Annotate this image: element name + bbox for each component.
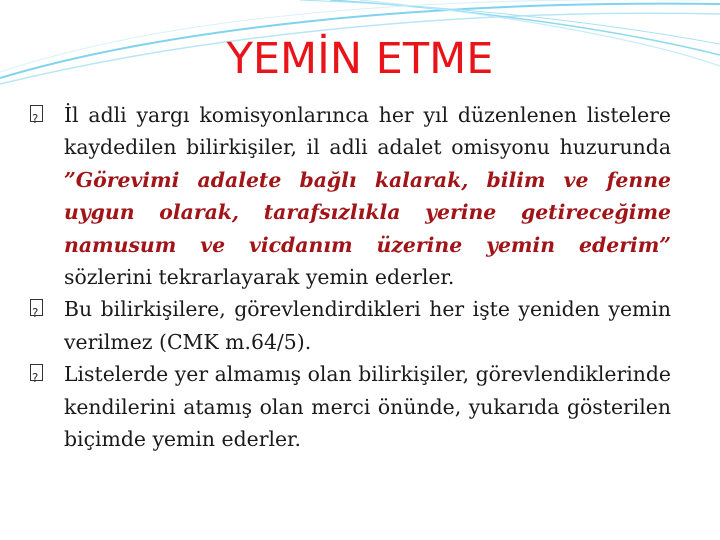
paragraph-1-text: İl adli yargı komisyonlarınca her yıl düzenlenen listelere kaydedilen bilirkişiler, il adli adalet omisyonu huzurunda [64,103,671,160]
slide-body [30,99,671,455]
paragraph-1-oath-quote: ”Görevimi adalete bağlı kalarak, bilim ve fenne uygun olarak, tarafsızlıkla yerine getireceğime namusum ve vicdanım üzerine yemin ederim” [64,167,671,257]
slide-title: YEMİN ETME [226,34,494,84]
missing-glyph-icon [30,99,64,131]
missing-glyph-icon [30,293,64,325]
bullet-paragraph-3 [30,358,671,455]
bullet-paragraph-2 [30,293,671,358]
paragraph-3-text: Listelerde yer almamış olan bilirkişiler, görevlendiklerinde kendilerini atamış olan merci önünde, yukarıda gösterilen biçimde yemin ederler. [64,362,671,452]
bullet-paragraph-1 [30,99,671,293]
missing-glyph-icon [30,358,64,390]
paragraph-2-text: Bu bilirkişilere, görevlendirdikleri her işte yeniden yemin verilmez (CMK m.64/5). [64,297,671,354]
paragraph-1-text-end: sözlerini tekrarlayarak yemin ederler. [64,265,455,290]
